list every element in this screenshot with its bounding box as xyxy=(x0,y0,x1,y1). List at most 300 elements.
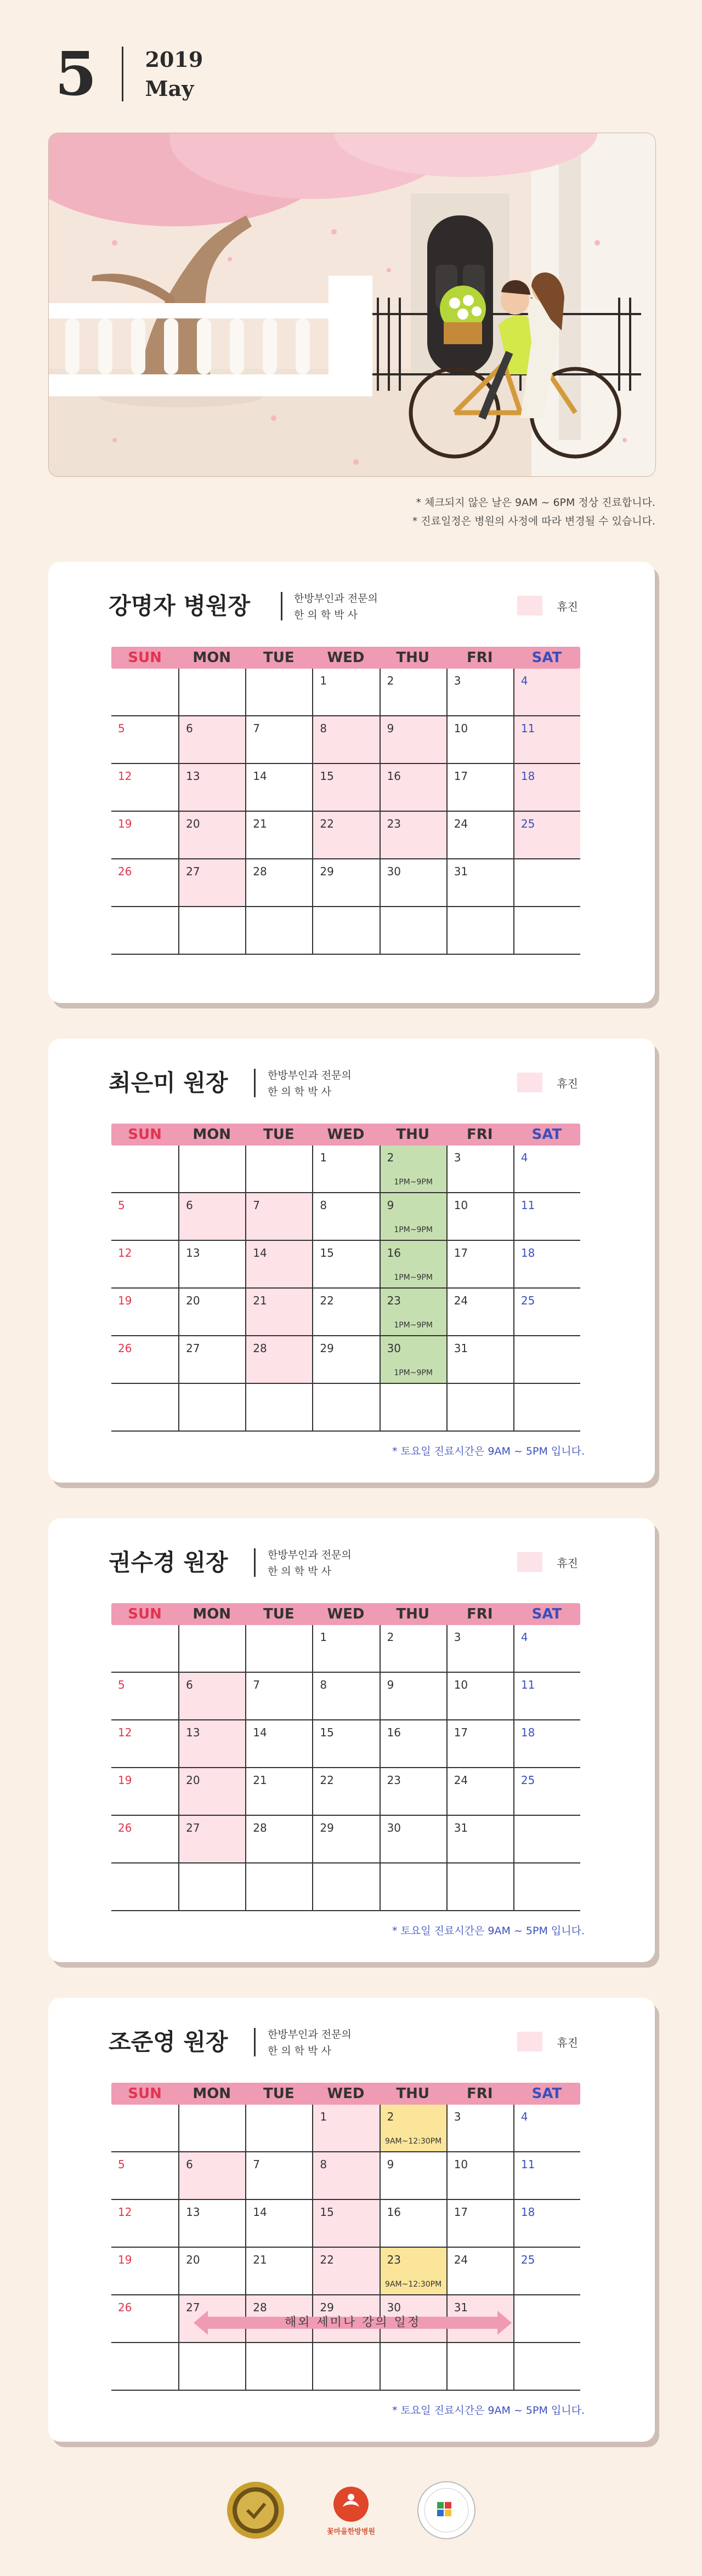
title-divider xyxy=(254,2028,256,2056)
day-number: 28 xyxy=(253,865,267,878)
calendar-day xyxy=(513,2200,580,2248)
footer-logos xyxy=(0,2480,702,2540)
day-number: 1 xyxy=(320,674,327,687)
weekday-tue: TUE xyxy=(263,649,295,666)
calendar-empty-cell xyxy=(513,1816,580,1863)
day-number: 17 xyxy=(454,2205,468,2219)
calendar-empty-cell xyxy=(245,1145,312,1193)
day-number: 14 xyxy=(253,2205,267,2219)
calendar-day xyxy=(312,2152,379,2200)
note-line: * 진료일정은 병원의 사정에 따라 변경될 수 있습니다. xyxy=(412,515,655,528)
day-number: 27 xyxy=(186,865,200,878)
calendar-empty-cell xyxy=(312,1384,379,1432)
day-number: 31 xyxy=(454,1821,468,1834)
calendar-day xyxy=(245,2248,312,2295)
day-number: 8 xyxy=(320,1199,327,1212)
calendar-day xyxy=(446,1673,513,1720)
calendar-day xyxy=(111,2200,178,2248)
day-number: 18 xyxy=(520,770,535,783)
calendar-empty-cell xyxy=(513,2295,580,2343)
legend-swatch xyxy=(517,1552,542,1572)
day-number: 12 xyxy=(118,2205,132,2219)
calendar-day xyxy=(380,1193,446,1241)
calendar-empty-cell xyxy=(178,1863,245,1911)
day-number: 13 xyxy=(186,770,200,783)
month-name: May xyxy=(145,76,194,101)
day-number: 3 xyxy=(454,2110,461,2123)
calendar-empty-cell xyxy=(178,907,245,955)
weekday-thu: THU xyxy=(396,1126,429,1143)
legend-label: 휴진 xyxy=(557,600,578,613)
legend-swatch xyxy=(517,2032,542,2051)
calendar-empty-cell xyxy=(446,1863,513,1911)
weekday-mon: MON xyxy=(193,1126,231,1143)
day-number: 3 xyxy=(454,674,461,687)
calendar xyxy=(111,2083,580,2391)
calendar-day xyxy=(446,1625,513,1673)
legend-label: 휴진 xyxy=(557,1556,578,1570)
day-number: 10 xyxy=(454,1199,468,1212)
calendar-empty-cell xyxy=(111,1145,178,1193)
day-number: 13 xyxy=(186,1246,200,1259)
calendar-day xyxy=(178,1816,245,1863)
calendar xyxy=(111,1603,580,1911)
day-number: 17 xyxy=(454,770,468,783)
weekday-tue: TUE xyxy=(263,1606,295,1622)
calendar-day xyxy=(380,1145,446,1193)
day-number: 22 xyxy=(320,1774,334,1787)
saturday-hours-note: * 토요일 진료시간은 9AM ~ 5PM 입니다. xyxy=(392,2404,585,2417)
day-number: 29 xyxy=(320,1821,334,1834)
certification-seal-icon xyxy=(416,2480,477,2540)
day-number: 6 xyxy=(186,2158,193,2171)
calendar-day xyxy=(245,812,312,859)
day-number: 7 xyxy=(253,1678,261,1691)
calendar-day xyxy=(513,1241,580,1289)
day-number: 14 xyxy=(253,1726,267,1739)
calendar-day xyxy=(245,1289,312,1336)
day-number: 4 xyxy=(520,2110,528,2123)
calendar-day xyxy=(513,1193,580,1241)
day-number: 16 xyxy=(387,2205,401,2219)
doctor-name: 강명자 병원장 xyxy=(109,592,251,619)
calendar-day xyxy=(312,2200,379,2248)
weekday-fri: FRI xyxy=(467,1606,493,1622)
doctor-specialty: 한방부인과 전문의 한 의 학 박 사 xyxy=(294,592,378,622)
calendar-day xyxy=(380,2105,446,2152)
calendar-day xyxy=(178,1241,245,1289)
cherry-blossom-couple-bicycle-illustration xyxy=(49,133,655,476)
calendar-day xyxy=(446,2200,513,2248)
award-badge-icon xyxy=(225,2480,286,2540)
day-number: 10 xyxy=(454,722,468,735)
day-number: 18 xyxy=(520,2205,535,2219)
calendar-day xyxy=(111,1673,178,1720)
legend xyxy=(517,2032,578,2051)
day-number: 12 xyxy=(118,1246,132,1259)
weekday-wed: WED xyxy=(327,2085,365,2102)
calendar-empty-cell xyxy=(513,1863,580,1911)
day-number: 30 xyxy=(387,865,401,878)
calendar-day xyxy=(178,764,245,812)
weekday-sat: SAT xyxy=(531,2085,562,2102)
day-number: 13 xyxy=(186,1726,200,1739)
doctor-schedule-card xyxy=(48,1039,655,1483)
calendar-day xyxy=(178,2248,245,2295)
day-number: 20 xyxy=(186,817,200,830)
doctor-name: 권수경 원장 xyxy=(109,1549,228,1576)
seminar-banner xyxy=(194,2310,512,2336)
calendar-day xyxy=(312,1145,379,1193)
day-number: 4 xyxy=(520,1151,528,1164)
calendar-empty-cell xyxy=(312,1863,379,1911)
calendar-empty-cell xyxy=(178,1384,245,1432)
title-divider xyxy=(281,592,282,620)
schedule-notes xyxy=(412,493,655,531)
day-number: 9 xyxy=(387,1199,394,1212)
calendar-day xyxy=(446,1336,513,1384)
day-number: 27 xyxy=(186,2301,200,2314)
calendar-grid xyxy=(111,669,580,955)
calendar-empty-cell xyxy=(111,2343,178,2391)
day-number: 25 xyxy=(520,817,535,830)
calendar-empty-cell xyxy=(513,907,580,955)
day-number: 13 xyxy=(186,2205,200,2219)
calendar-day xyxy=(446,669,513,716)
title-divider xyxy=(254,1548,256,1577)
day-number: 9 xyxy=(387,722,394,735)
day-number: 15 xyxy=(320,770,334,783)
calendar-day xyxy=(245,2152,312,2200)
calendar-day xyxy=(312,859,379,907)
weekday-header xyxy=(111,2083,580,2105)
legend-swatch xyxy=(517,596,542,615)
calendar-day xyxy=(178,2152,245,2200)
calendar-empty-cell xyxy=(111,669,178,716)
calendar-day xyxy=(446,859,513,907)
calendar-day xyxy=(111,2295,178,2343)
day-number: 5 xyxy=(118,2158,125,2171)
calendar-day xyxy=(245,1193,312,1241)
calendar-day xyxy=(312,669,379,716)
day-number: 23 xyxy=(387,1774,401,1787)
calendar-day xyxy=(380,2248,446,2295)
calendar-day xyxy=(245,1816,312,1863)
day-number: 23 xyxy=(387,2253,401,2266)
calendar-day xyxy=(380,764,446,812)
day-number: 3 xyxy=(454,1151,461,1164)
calendar-day xyxy=(178,1336,245,1384)
day-number: 2 xyxy=(387,1631,394,1644)
day-number: 29 xyxy=(320,2301,334,2314)
day-number: 24 xyxy=(454,1294,468,1307)
calendar-day xyxy=(111,859,178,907)
day-number: 18 xyxy=(520,1246,535,1259)
legend xyxy=(517,596,578,615)
day-number: 25 xyxy=(520,1294,535,1307)
calendar-day xyxy=(446,1720,513,1768)
weekday-tue: TUE xyxy=(263,1126,295,1143)
day-number: 15 xyxy=(320,1726,334,1739)
weekday-mon: MON xyxy=(193,649,231,666)
calendar-empty-cell xyxy=(111,1384,178,1432)
calendar-day xyxy=(111,764,178,812)
day-number: 7 xyxy=(253,722,261,735)
calendar-empty-cell xyxy=(446,907,513,955)
calendar-empty-cell xyxy=(245,2343,312,2391)
day-number: 11 xyxy=(520,1199,535,1212)
calendar-empty-cell xyxy=(245,669,312,716)
doctor-specialty: 한방부인과 전문의 한 의 학 박 사 xyxy=(268,2028,352,2058)
header-divider xyxy=(122,47,123,101)
calendar-day xyxy=(446,1193,513,1241)
day-number: 2 xyxy=(387,1151,394,1164)
clinic-hours: 1PM~9PM xyxy=(394,1273,433,1282)
day-number: 6 xyxy=(186,1199,193,1212)
day-number: 4 xyxy=(520,674,528,687)
calendar-day xyxy=(178,1768,245,1816)
calendar-day xyxy=(312,1193,379,1241)
day-number: 31 xyxy=(454,865,468,878)
calendar-day xyxy=(446,2248,513,2295)
calendar-day xyxy=(380,859,446,907)
weekday-header xyxy=(111,1124,580,1145)
day-number: 4 xyxy=(520,1631,528,1644)
calendar-day xyxy=(312,1768,379,1816)
day-number: 16 xyxy=(387,1726,401,1739)
weekday-sat: SAT xyxy=(531,1126,562,1143)
weekday-sun: SUN xyxy=(128,1606,162,1622)
calendar-day xyxy=(312,1336,379,1384)
doctor-specialty: 한방부인과 전문의 한 의 학 박 사 xyxy=(268,1549,352,1578)
day-number: 5 xyxy=(118,1199,125,1212)
year: 2019 xyxy=(145,47,203,72)
day-number: 26 xyxy=(118,2301,132,2314)
calendar-day xyxy=(446,1145,513,1193)
day-number: 2 xyxy=(387,2110,394,2123)
calendar-day xyxy=(312,1673,379,1720)
calendar-day xyxy=(513,669,580,716)
calendar-day xyxy=(513,1673,580,1720)
day-number: 9 xyxy=(387,1678,394,1691)
day-number: 21 xyxy=(253,1774,267,1787)
calendar-empty-cell xyxy=(111,2105,178,2152)
calendar-day xyxy=(513,764,580,812)
calendar-grid xyxy=(111,1625,580,1911)
calendar-day xyxy=(446,2105,513,2152)
calendar-day xyxy=(380,669,446,716)
day-number: 11 xyxy=(520,2158,535,2171)
calendar-empty-cell xyxy=(245,1625,312,1673)
day-number: 25 xyxy=(520,1774,535,1787)
day-number: 11 xyxy=(520,722,535,735)
calendar-day xyxy=(513,1145,580,1193)
calendar-day xyxy=(446,716,513,764)
day-number: 31 xyxy=(454,2301,468,2314)
clinic-hours: 1PM~9PM xyxy=(394,1369,433,1377)
calendar-day xyxy=(446,812,513,859)
calendar-empty-cell xyxy=(178,1625,245,1673)
day-number: 5 xyxy=(118,722,125,735)
day-number: 21 xyxy=(253,817,267,830)
clinic-hours: 9AM~12:30PM xyxy=(385,2280,442,2289)
calendar-day xyxy=(446,764,513,812)
day-number: 1 xyxy=(320,1631,327,1644)
day-number: 17 xyxy=(454,1246,468,1259)
calendar-day xyxy=(513,2248,580,2295)
weekday-mon: MON xyxy=(193,2085,231,2102)
day-number: 24 xyxy=(454,1774,468,1787)
day-number: 26 xyxy=(118,1342,132,1355)
legend-label: 휴진 xyxy=(557,2036,578,2049)
calendar-day xyxy=(111,1289,178,1336)
legend xyxy=(517,1552,578,1572)
day-number: 26 xyxy=(118,865,132,878)
day-number: 28 xyxy=(253,1342,267,1355)
day-number: 29 xyxy=(320,1342,334,1355)
calendar-day xyxy=(446,2152,513,2200)
day-number: 12 xyxy=(118,770,132,783)
day-number: 30 xyxy=(387,1342,401,1355)
calendar-empty-cell xyxy=(446,2343,513,2391)
calendar-day xyxy=(446,1241,513,1289)
day-number: 28 xyxy=(253,2301,267,2314)
calendar-day xyxy=(111,1241,178,1289)
weekday-thu: THU xyxy=(396,1606,429,1622)
day-number: 7 xyxy=(253,1199,261,1212)
day-number: 25 xyxy=(520,2253,535,2266)
day-number: 27 xyxy=(186,1342,200,1355)
calendar-day xyxy=(513,2152,580,2200)
day-number: 7 xyxy=(253,2158,261,2171)
day-number: 28 xyxy=(253,1821,267,1834)
calendar-day xyxy=(312,2248,379,2295)
calendar-day xyxy=(245,1673,312,1720)
calendar-day xyxy=(111,1816,178,1863)
day-number: 8 xyxy=(320,1678,327,1691)
calendar-day xyxy=(312,1816,379,1863)
calendar-empty-cell xyxy=(513,2343,580,2391)
day-number: 10 xyxy=(454,2158,468,2171)
weekday-wed: WED xyxy=(327,649,365,666)
calendar-day xyxy=(513,716,580,764)
weekday-thu: THU xyxy=(396,2085,429,2102)
calendar-day xyxy=(178,716,245,764)
day-number: 19 xyxy=(118,1774,132,1787)
note-line: * 체크되지 않은 날은 9AM ~ 6PM 정상 진료합니다. xyxy=(416,497,655,509)
doctor-name: 최은미 원장 xyxy=(109,1069,228,1096)
calendar-day xyxy=(312,1289,379,1336)
saturday-hours-note: * 토요일 진료시간은 9AM ~ 5PM 입니다. xyxy=(392,1445,585,1457)
calendar-empty-cell xyxy=(111,907,178,955)
weekday-tue: TUE xyxy=(263,2085,295,2102)
doctor-name: 조준영 원장 xyxy=(109,2028,228,2055)
day-number: 23 xyxy=(387,817,401,830)
day-number: 11 xyxy=(520,1678,535,1691)
calendar-empty-cell xyxy=(245,1384,312,1432)
doctor-specialty: 한방부인과 전문의 한 의 학 박 사 xyxy=(268,1069,352,1098)
calendar-day xyxy=(380,1241,446,1289)
day-number: 10 xyxy=(454,1678,468,1691)
hospital-logo xyxy=(321,2480,381,2540)
calendar-day xyxy=(380,2152,446,2200)
day-number: 18 xyxy=(520,1726,535,1739)
calendar-day xyxy=(380,812,446,859)
calendar-day xyxy=(111,812,178,859)
calendar-day xyxy=(178,1720,245,1768)
day-number: 5 xyxy=(118,1678,125,1691)
day-number: 6 xyxy=(186,722,193,735)
weekday-wed: WED xyxy=(327,1126,365,1143)
calendar-day xyxy=(446,1816,513,1863)
weekday-wed: WED xyxy=(327,1606,365,1622)
day-number: 31 xyxy=(454,1342,468,1355)
calendar-day xyxy=(178,1193,245,1241)
day-number: 8 xyxy=(320,722,327,735)
calendar-empty-cell xyxy=(245,2105,312,2152)
calendar-day xyxy=(513,1720,580,1768)
month-header xyxy=(55,38,203,109)
day-number: 21 xyxy=(253,2253,267,2266)
day-number: 14 xyxy=(253,1246,267,1259)
calendar-day xyxy=(380,1816,446,1863)
calendar-day xyxy=(380,1336,446,1384)
calendar-day xyxy=(380,716,446,764)
calendar-empty-cell xyxy=(111,1863,178,1911)
weekday-thu: THU xyxy=(396,649,429,666)
calendar-day xyxy=(245,1720,312,1768)
day-number: 22 xyxy=(320,817,334,830)
seminar-label: 해외 세미나 강의 일정 xyxy=(284,2316,421,2329)
calendar-day xyxy=(111,2152,178,2200)
doctor-schedule-card xyxy=(48,1998,655,2442)
calendar-empty-cell xyxy=(380,2343,446,2391)
calendar-day xyxy=(312,1720,379,1768)
saturday-hours-note: * 토요일 진료시간은 9AM ~ 5PM 입니다. xyxy=(392,1925,585,1937)
flower-logo-icon xyxy=(332,2485,370,2523)
day-number: 22 xyxy=(320,2253,334,2266)
calendar-empty-cell xyxy=(178,669,245,716)
day-number: 16 xyxy=(387,1246,401,1259)
calendar-day xyxy=(513,812,580,859)
calendar-day xyxy=(312,812,379,859)
calendar-day xyxy=(178,2200,245,2248)
calendar-day xyxy=(245,859,312,907)
weekday-sun: SUN xyxy=(128,2085,162,2102)
day-number: 24 xyxy=(454,817,468,830)
calendar-empty-cell xyxy=(178,2343,245,2391)
day-number: 21 xyxy=(253,1294,267,1307)
day-number: 30 xyxy=(387,1821,401,1834)
weekday-fri: FRI xyxy=(467,649,493,666)
calendar-empty-cell xyxy=(513,859,580,907)
calendar-empty-cell xyxy=(178,2105,245,2152)
weekday-header xyxy=(111,1603,580,1625)
calendar-empty-cell xyxy=(513,1384,580,1432)
day-number: 27 xyxy=(186,1821,200,1834)
calendar-day xyxy=(513,2105,580,2152)
weekday-fri: FRI xyxy=(467,2085,493,2102)
day-number: 22 xyxy=(320,1294,334,1307)
calendar-day xyxy=(446,1768,513,1816)
calendar-day xyxy=(380,1720,446,1768)
calendar-empty-cell xyxy=(245,907,312,955)
calendar-empty-cell xyxy=(245,1863,312,1911)
day-number: 19 xyxy=(118,817,132,830)
weekday-header xyxy=(111,647,580,669)
calendar-day xyxy=(178,1289,245,1336)
day-number: 1 xyxy=(320,2110,327,2123)
